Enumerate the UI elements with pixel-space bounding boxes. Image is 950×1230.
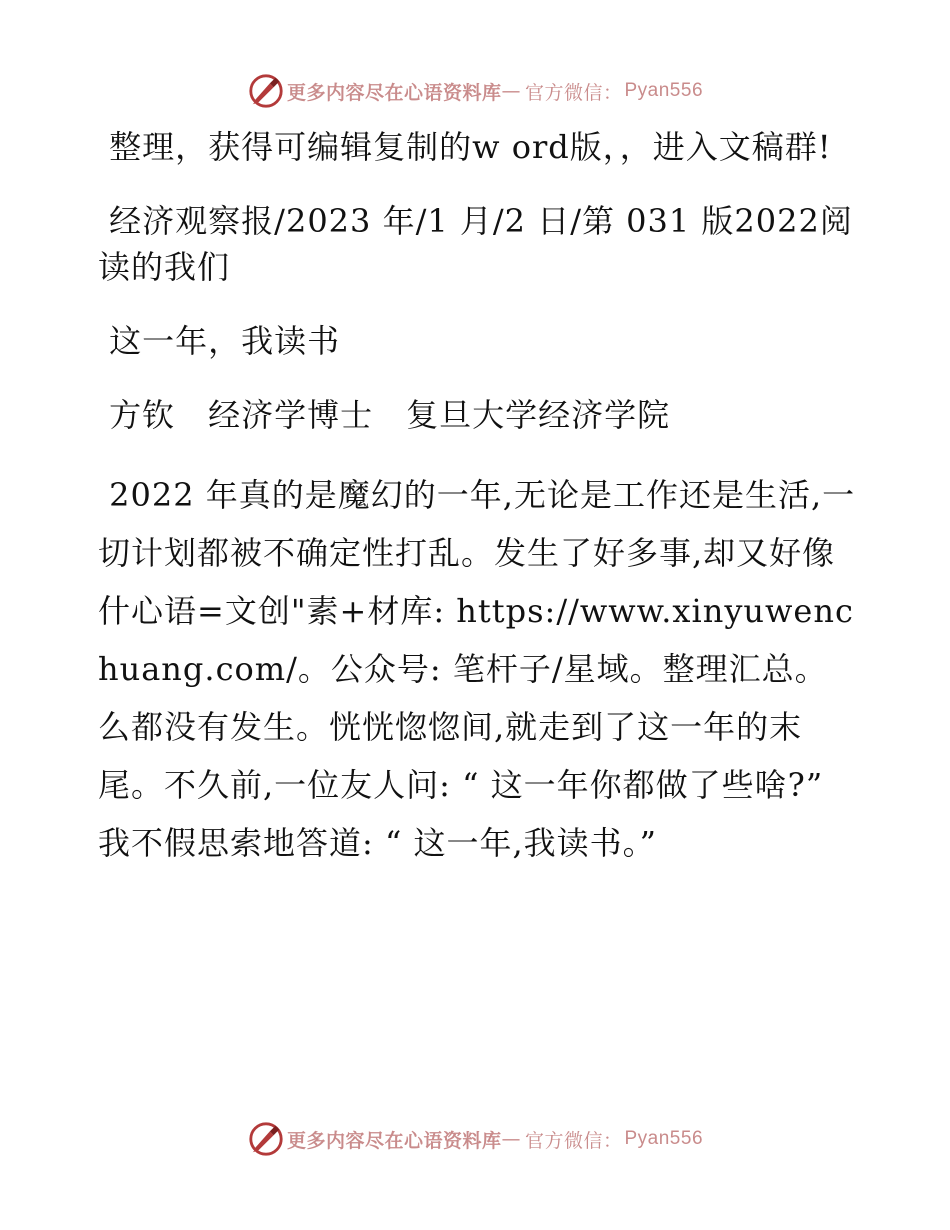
pen-logo-icon <box>247 1120 285 1158</box>
article-body-paragraph: 2022 年真的是魔幻的一年,无论是工作还是生活,一切计划都被不确定性打乱。发生了好多事,却又好像什心语=文创"素+材库: https://www.xinyuwenchuang.com/。公众号: 笔杆子/星域。整理汇总。么都没有发生。恍恍惚惚间,就走到了这一年的末尾。不久前,一位友人问: “ 这一年你都做了些啥?” 我不假思索地答道: “ 这一年,我读书。” <box>98 476 856 862</box>
article-byline: 方钦 经济学博士 复旦大学经济学院 <box>98 396 671 434</box>
page-header <box>0 66 950 116</box>
intro-paragraph: 整理，获得可编辑复制的w ord版，，进入文稿群! <box>98 128 832 166</box>
banner-dash: — <box>501 80 521 102</box>
footer-brand: 更多内容尽在心语资料库 <box>286 1129 502 1152</box>
footer-dash: — <box>501 1128 521 1150</box>
pen-logo-icon <box>247 72 285 110</box>
banner-brand: 更多内容尽在心语资料库 <box>286 81 502 104</box>
article-title: 这一年，我读书 <box>98 322 341 360</box>
document-body <box>98 124 858 872</box>
page-footer <box>0 1114 950 1164</box>
banner-wechat-handle: Pyan556 <box>624 80 704 101</box>
watermark-banner <box>247 72 703 110</box>
banner-wechat-label: 官方微信： <box>524 81 623 104</box>
footer-wechat-label: 官方微信： <box>524 1129 623 1152</box>
source-line: 经济观察报/2023 年/1 月/2 日/第 031 版2022阅读的我们 <box>98 202 853 286</box>
footer-wechat-handle: Pyan556 <box>624 1128 704 1149</box>
watermark-banner-footer <box>247 1120 703 1158</box>
